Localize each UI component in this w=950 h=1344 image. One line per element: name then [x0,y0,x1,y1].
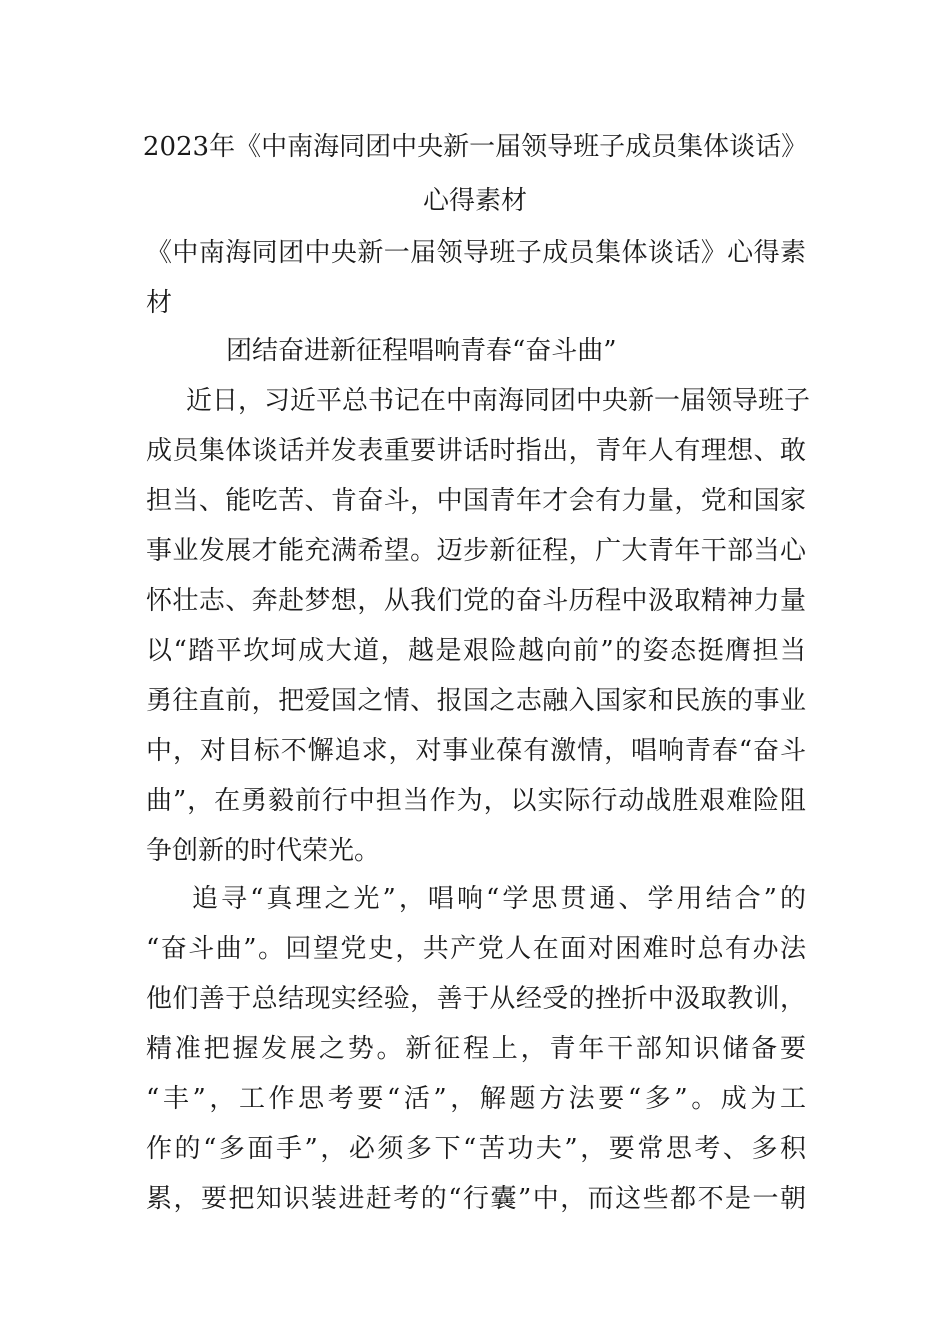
paragraph-1-line: 近日，习近平总书记在中南海同团中央新一届领导班子 [186,386,811,416]
paragraph-2-line: “奋斗曲”。回望党史，共产党人在面对困难时总有办法 [146,934,806,964]
subtitle-line-1: 《中南海同团中央新一届领导班子成员集体谈话》心得素 [146,238,806,268]
subtitle-line-2: 材 [146,288,173,318]
paragraph-1-line: 曲”，在勇毅前行中担当作为，以实际行动战胜艰难险阻 [146,786,806,816]
paragraph-1-line: 担当、能吃苦、肯奋斗，中国青年才会有力量，党和国家 [146,486,806,516]
paragraph-2-line: “丰”，工作思考要“活”，解题方法要“多”。成为工 [146,1084,806,1114]
paragraph-1-line: 中，对目标不懈追求，对事业葆有激情，唱响青春“奋斗 [146,736,806,766]
paragraph-2-line: 精准把握发展之势。新征程上，青年干部知识储备要 [146,1034,806,1064]
paragraph-1-line: 怀壮志、奔赴梦想，从我们党的奋斗历程中汲取精神力量 [146,586,806,616]
paragraph-2-line: 作的“多面手”，必须多下“苦功夫”，要常思考、多积 [146,1134,806,1164]
document-title-line-2: 心得素材 [422,186,527,216]
paragraph-1-line: 以“踏平坎坷成大道，越是艰险越向前”的姿态挺膺担当 [146,636,806,666]
paragraph-2-line: 他们善于总结现实经验，善于从经受的挫折中汲取教训， [146,984,806,1014]
section-heading: 团结奋进新征程唱响青春“奋斗曲” [226,336,617,366]
paragraph-1-line: 勇往直前，把爱国之情、报国之志融入国家和民族的事业 [146,686,806,716]
paragraph-2-line: 追寻“真理之光”，唱响“学思贯通、学用结合”的 [192,884,806,914]
paragraph-2-line: 累，要把知识装进赶考的“行囊”中，而这些都不是一朝 [146,1184,806,1214]
document-title-line-1: 2023年《中南海同团中央新一届领导班子成员集体谈话》 [142,132,808,162]
paragraph-1-line: 成员集体谈话并发表重要讲话时指出，青年人有理想、敢 [146,436,806,466]
paragraph-1-line: 事业发展才能充满希望。迈步新征程，广大青年干部当心 [146,536,806,566]
paragraph-1-line: 争创新的时代荣光。 [146,836,381,866]
